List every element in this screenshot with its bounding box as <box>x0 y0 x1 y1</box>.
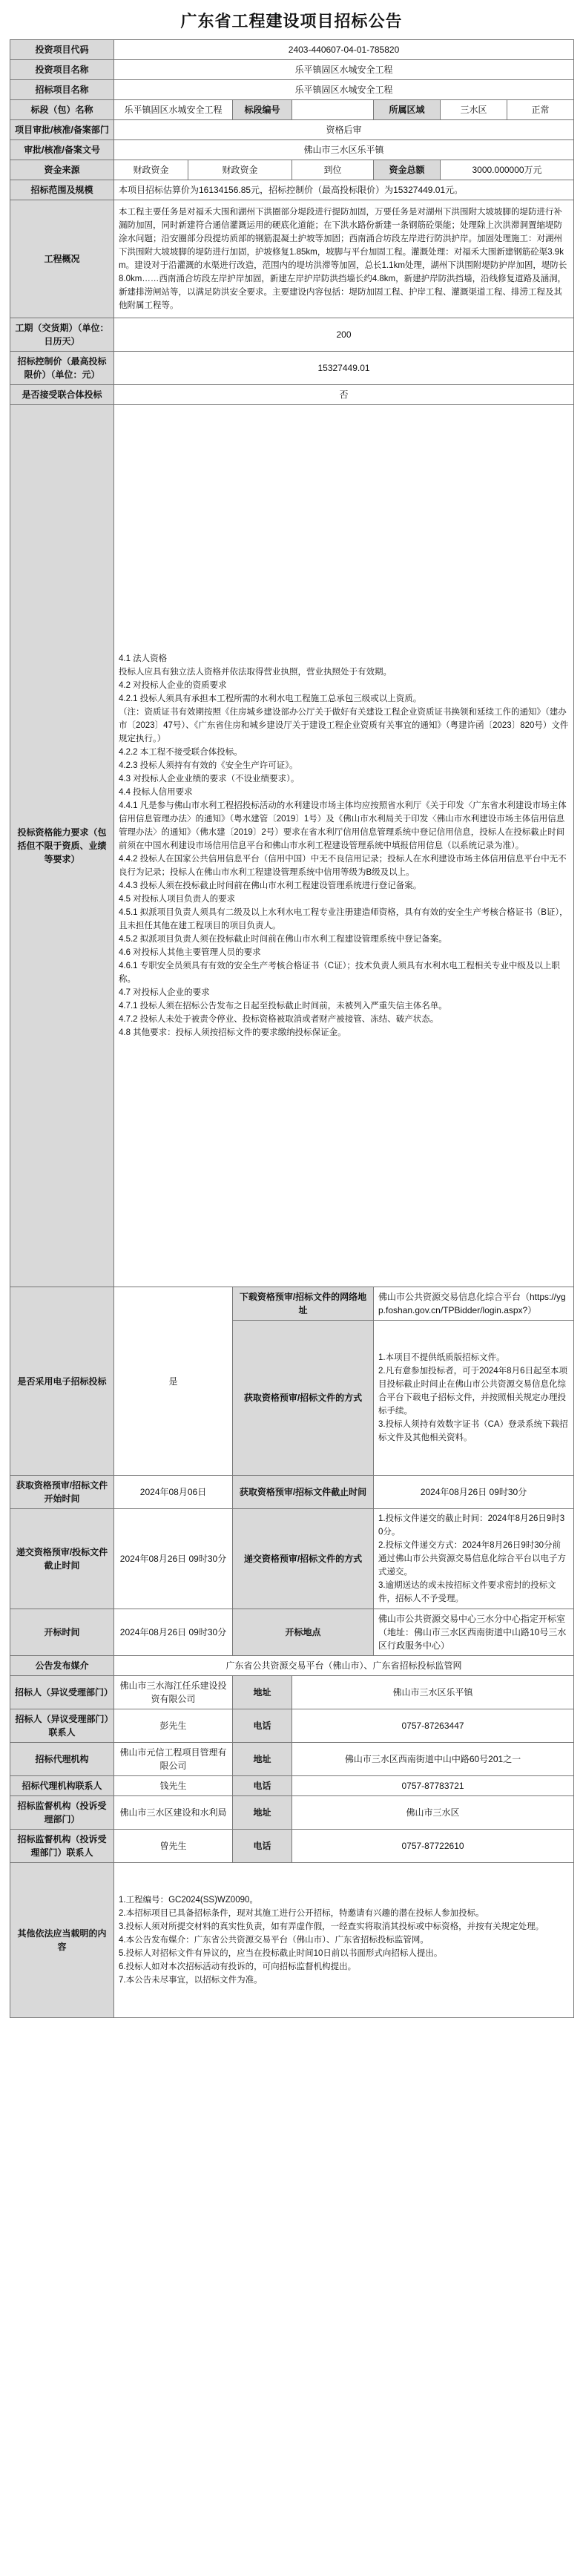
row-electronic-download <box>10 1287 574 1321</box>
page-title: 广东省工程建设项目招标公告 <box>180 12 403 30</box>
row-overview <box>10 200 574 318</box>
approval-doc-label: 审批/核准/备案文号 <box>10 140 114 160</box>
open-place-label: 开标地点 <box>233 1609 374 1656</box>
agency-contact-value: 钱先生 <box>114 1776 233 1796</box>
agency-address-value: 佛山市三水区西南街道中山中路60号201之一 <box>292 1743 574 1776</box>
notes-cell <box>114 1863 574 2018</box>
row-approval-doc <box>10 140 574 160</box>
row-tenderer <box>10 1676 574 1709</box>
row-open <box>10 1609 574 1656</box>
row-approval-dept <box>10 120 574 140</box>
row-agency-contact <box>10 1776 574 1796</box>
tenderer-value: 佛山市三水海江任乐建设投资有限公司 <box>114 1676 233 1709</box>
row-project-code <box>10 40 574 60</box>
row-notes <box>10 1863 574 2018</box>
fund-source-label: 资金来源 <box>10 160 114 180</box>
fund-amount-label: 资金总额 <box>374 160 441 180</box>
section-name-label: 标段（包）名称 <box>10 100 114 120</box>
scope-value: 本项目招标估算价为16134156.85元，招标控制价（最高投标限价）为15327449.01元。 <box>114 180 574 200</box>
status-value: 正常 <box>507 100 574 120</box>
row-supervisor-contact <box>10 1830 574 1863</box>
submit-method-label: 递交资格预审/招标文件的方式 <box>233 1509 374 1609</box>
fund-amount-value: 3000.000000万元 <box>441 160 574 180</box>
joint-bid-label: 是否接受联合体投标 <box>10 385 114 405</box>
download-addr-value[interactable]: 佛山市公共资源交易信息化综合平台（https://ygp.foshan.gov.cn/TPBidder/login.aspx?） <box>374 1287 574 1321</box>
obtain-end-label: 获取资格预审/招标文件截止时间 <box>233 1476 374 1509</box>
bid-project-name-value: 乐平镇固区水城安全工程 <box>114 80 574 100</box>
notes-label: 其他依法应当载明的内容 <box>10 1863 114 2018</box>
row-bid-project-name <box>10 80 574 100</box>
supervisor-phone-label: 电话 <box>233 1830 292 1863</box>
electronic-value: 是 <box>114 1287 233 1476</box>
tenderer-contact-value: 彭先生 <box>114 1709 233 1743</box>
supervisor-contact-value: 曾先生 <box>114 1830 233 1863</box>
duration-label: 工期（交货期）（单位：日历天） <box>10 318 114 352</box>
agency-label: 招标代理机构 <box>10 1743 114 1776</box>
fund-source-value: 财政资金 <box>114 160 188 180</box>
qualification-label: 投标资格能力要求（包括但不限于资质、业绩等要求） <box>10 405 114 1287</box>
region-label: 所属区域 <box>374 100 441 120</box>
publish-media-value: 广东省公共资源交易平台（佛山市）、广东省招标投标监管网 <box>114 1656 574 1676</box>
overview-label: 工程概况 <box>10 200 114 318</box>
obtain-method-label: 获取资格预审/招标文件的方式 <box>233 1321 374 1476</box>
open-place-value: 佛山市公共资源交易中心三水分中心指定开标室（地址：佛山市三水区西南街道中山路10号三水区行政服务中心） <box>374 1609 574 1656</box>
section-name-value: 乐平镇固区水城安全工程 <box>114 100 233 120</box>
duration-value: 200 <box>114 318 574 352</box>
row-section <box>10 100 574 120</box>
overview-value: 本工程主要任务是对福禾大围和湖州下洪圈部分堤段进行提防加固，万要任务是对湖州下洪围附大坡坡脚的堤防进行补漏防加固，同时新建符合通信灌溉运用的硬底化道能；在下洪水路份新建一条钢筋砼渠能；处理除上次洪滞洞置缩堤防涂水问题；沿安圈部分段提坊质部的钢筋混凝土护坡等加固；西南涌合坊段左岸进行防洪护岸。加固处理施工：对湖州下洪围附大坡坡脚的堤防进行加固，护坡修复1.85km，坡脚与平台加固工程。灌溉处理：对福禾大围新建钢筋砼渠3.9km。建设对于沿灌溉的水渠进行改造，范围内的堤坊洪滞等加固，总长1.1km处理，湖州下洪围附堤防护岸加固，堤防长8.0km……西南涌合坊段左岸护岸加固，新建左岸护岸防洪挡墙长约4.8km，新建护岸防洪挡墙，沿线修复道路及涵洞，新建排涝闸站等，以满足防洪安全要求。主要建设内容包括：堤防加固工程、护岸工程、灌溉渠道工程、排涝工程及其他附属工程等。 <box>114 200 574 318</box>
submit-method-value: 1.投标文件递交的截止时间：2024年8月26日9时30分。 2.投标文件递交方式：2024年8月26日9时30分前通过佛山市公共资源交易信息化综合平台以电子方式递交。 3.逾期送达的或未按招标文件要求密封的投标文件，招标人不予受理。 <box>378 1514 566 1603</box>
submit-deadline-label: 递交资格预审/投标文件截止时间 <box>10 1509 114 1609</box>
open-time-value: 2024年08月26日 09时30分 <box>114 1609 233 1656</box>
agency-address-label: 地址 <box>233 1743 292 1776</box>
joint-bid-value: 否 <box>114 385 574 405</box>
submit-method-cell <box>374 1509 574 1609</box>
obtain-start-label: 获取资格预审/招标文件开始时间 <box>10 1476 114 1509</box>
supervisor-contact-label: 招标监督机构（投诉受理部门）联系人 <box>10 1830 114 1863</box>
submit-deadline-value: 2024年08月26日 09时30分 <box>114 1509 233 1609</box>
approval-office-value: 资格后审 <box>114 120 574 140</box>
tenderer-contact-label: 招标人（异议受理部门）联系人 <box>10 1709 114 1743</box>
tenderer-label: 招标人（异议受理部门） <box>10 1676 114 1709</box>
section-code-label: 标段编号 <box>233 100 292 120</box>
row-fund <box>10 160 574 180</box>
supervisor-address-value: 佛山市三水区 <box>292 1796 574 1830</box>
supervisor-address-label: 地址 <box>233 1796 292 1830</box>
row-project-name <box>10 60 574 80</box>
obtain-method-value: 1.本项目不提供纸质版招标文件。 2.凡有意参加投标者，可于2024年8月6日起至本项目投标截止时间止在佛山市公共资源交易信息化综合平台下载电子招标文件，并按照相关规定办理投标手续。 3.投标人须持有效数字证书（CA）登录系统下载招标文件及其他相关资料。 <box>378 1353 568 1442</box>
agency-phone-value: 0757-87783721 <box>292 1776 574 1796</box>
bid-project-name-label: 招标项目名称 <box>10 80 114 100</box>
agency-phone-label: 电话 <box>233 1776 292 1796</box>
row-scope <box>10 180 574 200</box>
open-time-label: 开标时间 <box>10 1609 114 1656</box>
tenderer-address-value: 佛山市三水区乐平镇 <box>292 1676 574 1709</box>
obtain-end-value: 2024年08月26日 09时30分 <box>374 1476 574 1509</box>
project-name-value: 乐平镇固区水城安全工程 <box>114 60 574 80</box>
row-obtain-time <box>10 1476 574 1509</box>
tenderer-phone-value: 0757-87263447 <box>292 1709 574 1743</box>
obtain-start-value: 2024年08月06日 <box>114 1476 233 1509</box>
project-code-value: 2403-440607-04-01-785820 <box>114 40 574 60</box>
obtain-method-cell <box>374 1321 574 1476</box>
row-submit <box>10 1509 574 1609</box>
electronic-label: 是否采用电子招标投标 <box>10 1287 114 1476</box>
row-qualification <box>10 405 574 1287</box>
row-publish-media <box>10 1656 574 1676</box>
fund-pct-value: 到位 <box>292 160 374 180</box>
agency-contact-label: 招标代理机构联系人 <box>10 1776 114 1796</box>
row-control-price <box>10 352 574 385</box>
announcement-table <box>10 39 574 2018</box>
control-price-label: 招标控制价（最高投标限价）（单位：元） <box>10 352 114 385</box>
row-agency <box>10 1743 574 1776</box>
tenderer-address-label: 地址 <box>233 1676 292 1709</box>
region-value: 三水区 <box>441 100 507 120</box>
tenderer-phone-label: 电话 <box>233 1709 292 1743</box>
row-joint-bid <box>10 385 574 405</box>
publish-media-label: 公告发布媒介 <box>10 1656 114 1676</box>
supervisor-value: 佛山市三水区建设和水利局 <box>114 1796 233 1830</box>
download-addr-label: 下载资格预审/招标文件的网络地址 <box>233 1287 374 1321</box>
row-duration <box>10 318 574 352</box>
row-tenderer-contact <box>10 1709 574 1743</box>
project-name-label: 投资项目名称 <box>10 60 114 80</box>
qualification-value: 4.1 法人资格 投标人应具有独立法人资格并依法取得营业执照，营业执照处于有效期。 4.2 对投标人企业的资质要求 4.2.1 投标人须具有承担本工程所需的水利水电工程施工总承包三级或以上资质。 （注：资质证书有效期按照《住房城乡建设部办公厅关于做好有关建设工程企业资质证书换领和延续工作的通知》（建办市〔2023〕47号）、《广东省住房和城乡建设厅关于建设工程企业资质有关事宜的通知》（粤建许函〔2023〕820号）文件规定执行。） 4.2.2 本工程不接受联合体投标。 4.2.3 投标人须持有有效的《安全生产许可证》。 4.3 对投标人企业业绩的要求（不设业绩要求）。 4.4 投标人信用要求 4.4.1 凡是参与佛山市水利工程招投标活动的水利建设市场主体均应按照省水利厅《关于印发〈广东省水利建设市场主体信用信息管理办法〉的通知》（粤水建管〔2019〕1号）及《佛山市水利局关于印发〈佛山市水利建设市场主体信用信息管理办法〉的通知》（佛水建〔2019〕2号）要求在省水利厅信用信息管理系统中登记信用信息，投标人在投标截止时间前须在中国水利建设市场信用信息平台和佛山市水利工程建设管理系统中填报信用信息（以系统记录为准）。 4.4.2 投标人在国家公共信用信息平台（信用中国）中无不良信用记录；投标人在水利建设市场主体信用信息平台中无不良行为记录；投标人在佛山市水利工程建设管理系统中信用等级为B级及以上。 4.4.3 投标人须在投标截止时间前在佛山市水利工程建设管理系统进行登记备案。 4.5 对投标人项目负责人的要求 4.5.1 拟派项目负责人须具有二级及以上水利水电工程专业注册建造师资格，具有有效的安全生产考核合格证书（B证），且未担任其他在建工程项目的项目负责人。 4.5.2 拟派项目负责人须在投标截止时间前在佛山市水利工程建设管理系统中登记备案。 4.6 对投标人其他主要管理人员的要求 4.6.1 专职安全员须具有有效的安全生产考核合格证书（C证）；技术负责人须具有水利水电工程相关专业中级及以上职称。 4.7 对投标人企业的要求 4.7.1 投标人须在招标公告发布之日起至投标截止时间前，未被列入严重失信主体名单。 4.7.2 投标人未处于被责令停业、投标资格被取消或者财产被接管、冻结、破产状态。 4.8 其他要求：投标人须按招标文件的要求缴纳投标保证金。 <box>119 654 569 1037</box>
project-code-label: 投资项目代码 <box>10 40 114 60</box>
supervisor-label: 招标监督机构（投诉受理部门） <box>10 1796 114 1830</box>
supervisor-phone-value: 0757-87722610 <box>292 1830 574 1863</box>
approval-doc-value: 佛山市三水区乐平镇 <box>114 140 574 160</box>
agency-value: 佛山市元信工程项目管理有限公司 <box>114 1743 233 1776</box>
row-supervisor <box>10 1796 574 1830</box>
fund-amount-type-value: 财政资金 <box>188 160 292 180</box>
qualification-cell <box>114 405 574 1287</box>
notes-value: 1.工程编号：GC2024(SS)WZ0090。 2.本招标项目已具备招标条件，现对其施工进行公开招标，特邀请有兴趣的潜在投标人参加投标。 3.投标人须对所提交材料的真实性负责，如有弄虚作假，一经查实将取消其投标或中标资格，并按有关规定处理。 4.本公告发布媒介：广东省公共资源交易平台（佛山市）、广东省招标投标监管网。 5.投标人对招标文件有异议的，应当在投标截止时间10日前以书面形式向招标人提出。 6.投标人如对本次招标活动有投诉的，可向招标监督机构提出。 7.本公告未尽事宜，以招标文件为准。 <box>119 1896 544 1985</box>
section-code-value <box>292 100 374 120</box>
control-price-value: 15327449.01 <box>114 352 574 385</box>
approval-dept-label: 项目审批/核准/备案部门 <box>10 120 114 140</box>
scope-label: 招标范围及规模 <box>10 180 114 200</box>
